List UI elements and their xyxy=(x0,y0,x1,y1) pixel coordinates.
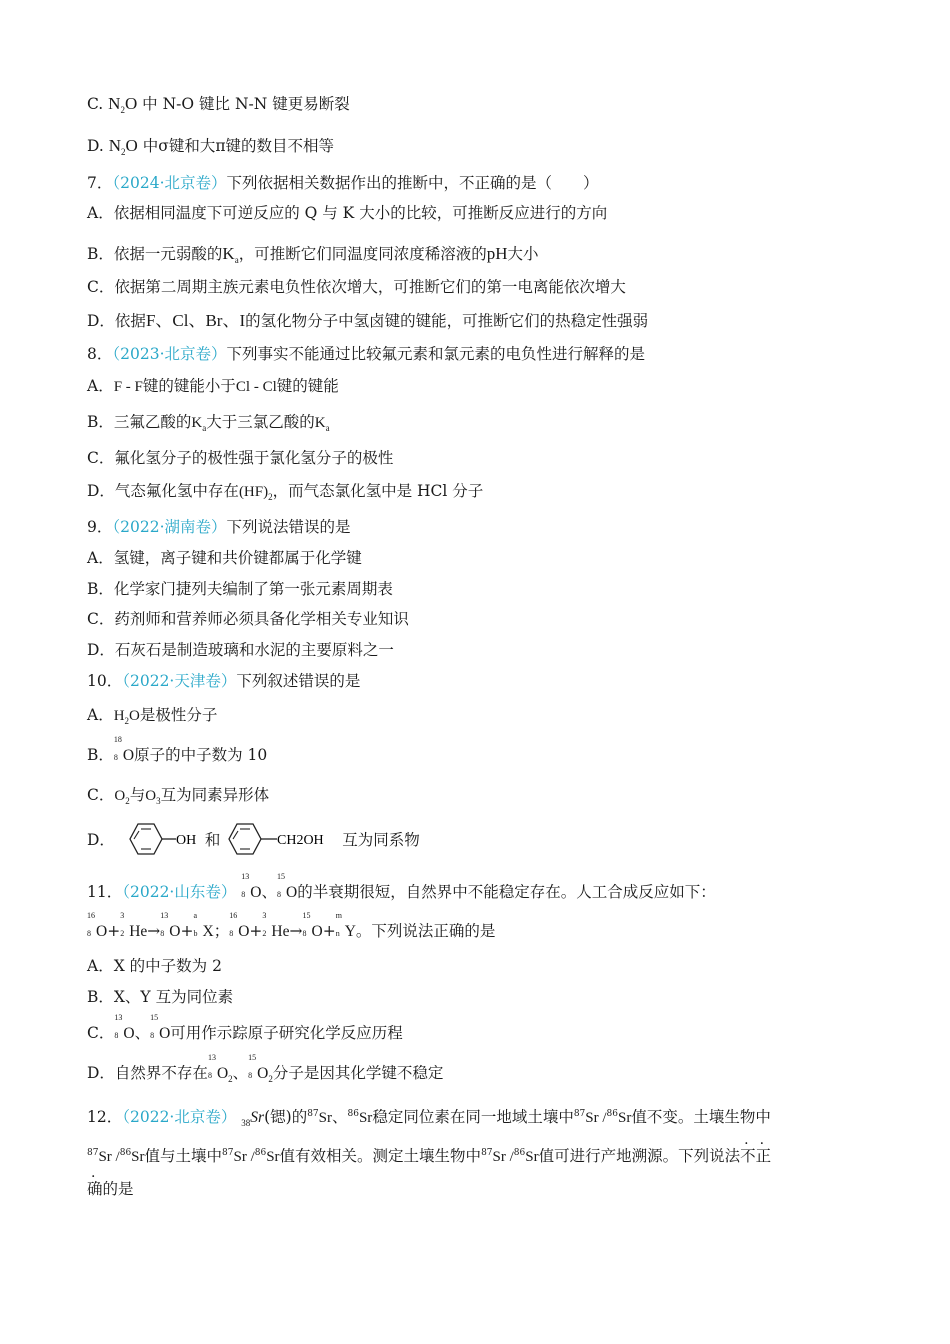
question-8: 8．（2023·北京卷）下列事实不能通过比较氟元素和氯元素的电负性进行解释的是 xyxy=(87,345,646,363)
option-9d: D．石灰石是制造玻璃和水泥的主要原料之一 xyxy=(87,641,394,659)
option-11c: C． 13 8 O、 15 8 O可用作示踪原子研究化学反应历程 xyxy=(87,1013,403,1042)
option-9b: B．化学家门捷列夫编制了第一张元素周期表 xyxy=(87,580,393,598)
option-8a: A．F - F键的键能小于Cl - Cl键的键能 xyxy=(87,377,339,395)
question-7: 7．（2024·北京卷）下列依据相关数据作出的推断中，不正确的是（ ） xyxy=(87,174,599,192)
question-12: 12．（2022·北京卷） $_{38}$Sr(锶)的$^{87}$Sr、$^{86}$Sr稳定同位素在同一地域土壤中$^{87}$Sr /$^{86}$Sr值不变。土壤生物中 xyxy=(87,1108,771,1128)
option-11b: B．X、Y 互为同位素 xyxy=(87,988,234,1006)
option-8c: C．氟化氢分子的极性强于氯化氢分子的极性 xyxy=(87,449,394,467)
emphasis-char: 确 xyxy=(87,1180,103,1198)
option-9c: C．药剂师和营养师必须具备化学相关专业知识 xyxy=(87,610,409,628)
source-tag: （2022·天津卷） xyxy=(122,672,237,690)
ch2oh-label: CH2OH xyxy=(277,833,324,848)
option-10c: C．$O_2$与$O_3$互为同素异形体 xyxy=(87,786,270,806)
source-tag: （2022·山东卷） xyxy=(122,883,237,901)
emphasis-char: 正 xyxy=(755,1147,772,1165)
benzyl-alcohol-structure xyxy=(225,820,337,860)
option-10d: D． OH 和 CH2OH 互为同系物 xyxy=(87,820,420,860)
option-11a: A．X 的中子数为 2 xyxy=(87,957,222,975)
option-6d: D. $N_2O$ 中σ键和大π键的数目不相等 xyxy=(87,136,335,157)
source-tag: （2022·北京卷） xyxy=(122,1108,237,1126)
option-7c: C．依据第二周期主族元素电负性依次增大，可推断它们的第一电离能依次增大 xyxy=(87,278,626,296)
option-10a: A．$H_2O$是极性分子 xyxy=(87,706,218,726)
question-10: 10．（2022·天津卷）下列叙述错误的是 xyxy=(87,672,361,690)
question-9: 9．（2022·湖南卷）下列说法错误的是 xyxy=(87,518,351,536)
oh-label: OH xyxy=(175,833,197,848)
question-12-end: 确的是 xyxy=(87,1180,134,1198)
source-tag: （2024·北京卷） xyxy=(112,174,227,192)
source-tag: （2022·湖南卷） xyxy=(112,518,227,536)
reaction-equations: 16 8 O+ 3 2 He→ 13 8 O+ a b X； 16 8 O+ 3 2 He→ 15 8 O+ m n Y。下列说法正确的是 xyxy=(87,911,496,940)
option-6c: C. $N_2O$ 中 N-O 键比 N-N 键更易断裂 xyxy=(87,94,350,115)
option-9a: A．氢键，离子键和共价键都属于化学键 xyxy=(87,549,362,567)
option-7d: D．依据F、Cl、Br、I的氢化物分子中氢卤键的键能，可推断它们的热稳定性强弱 xyxy=(87,311,649,330)
option-8d: D．气态氟化氢中存在$(HF)_2$，而气态氯化氢中是 HCl 分子 xyxy=(87,482,484,502)
option-7b: B．依据一元弱酸的$K_a$，可推断它们同温度同浓度稀溶液的pH大小 xyxy=(87,244,539,265)
option-7a: A．依据相同温度下可逆反应的 Q 与 K 大小的比较，可推断反应进行的方向 xyxy=(87,204,608,222)
emphasis-char: 不 xyxy=(740,1147,756,1165)
option-10b: B． 18 8 O原子的中子数为 10 xyxy=(87,735,268,764)
source-tag: （2023·北京卷） xyxy=(112,345,227,363)
question-12-cont: $^{87}$Sr /$^{86}$Sr值与土壤中$^{87}$Sr /$^{86}$Sr值有效相关。测定土壤生物中$^{87}$Sr /$^{86}$Sr值可进行产地溯源。下列说法不正 xyxy=(87,1147,772,1165)
phenol-structure xyxy=(120,820,200,860)
option-11d: D．自然界不存在 13 8 $O_2$、 15 8 $O_2$分子是因其化学键不稳定 xyxy=(87,1053,444,1084)
question-11: 11．（2022·山东卷） 13 8 O、 15 8 O的半衰期很短，自然界中不能稳定存在。人工合成反应如下： xyxy=(87,872,716,901)
option-8b: B．三氟乙酸的$K_a$大于三氯乙酸的$K_a$ xyxy=(87,413,330,433)
